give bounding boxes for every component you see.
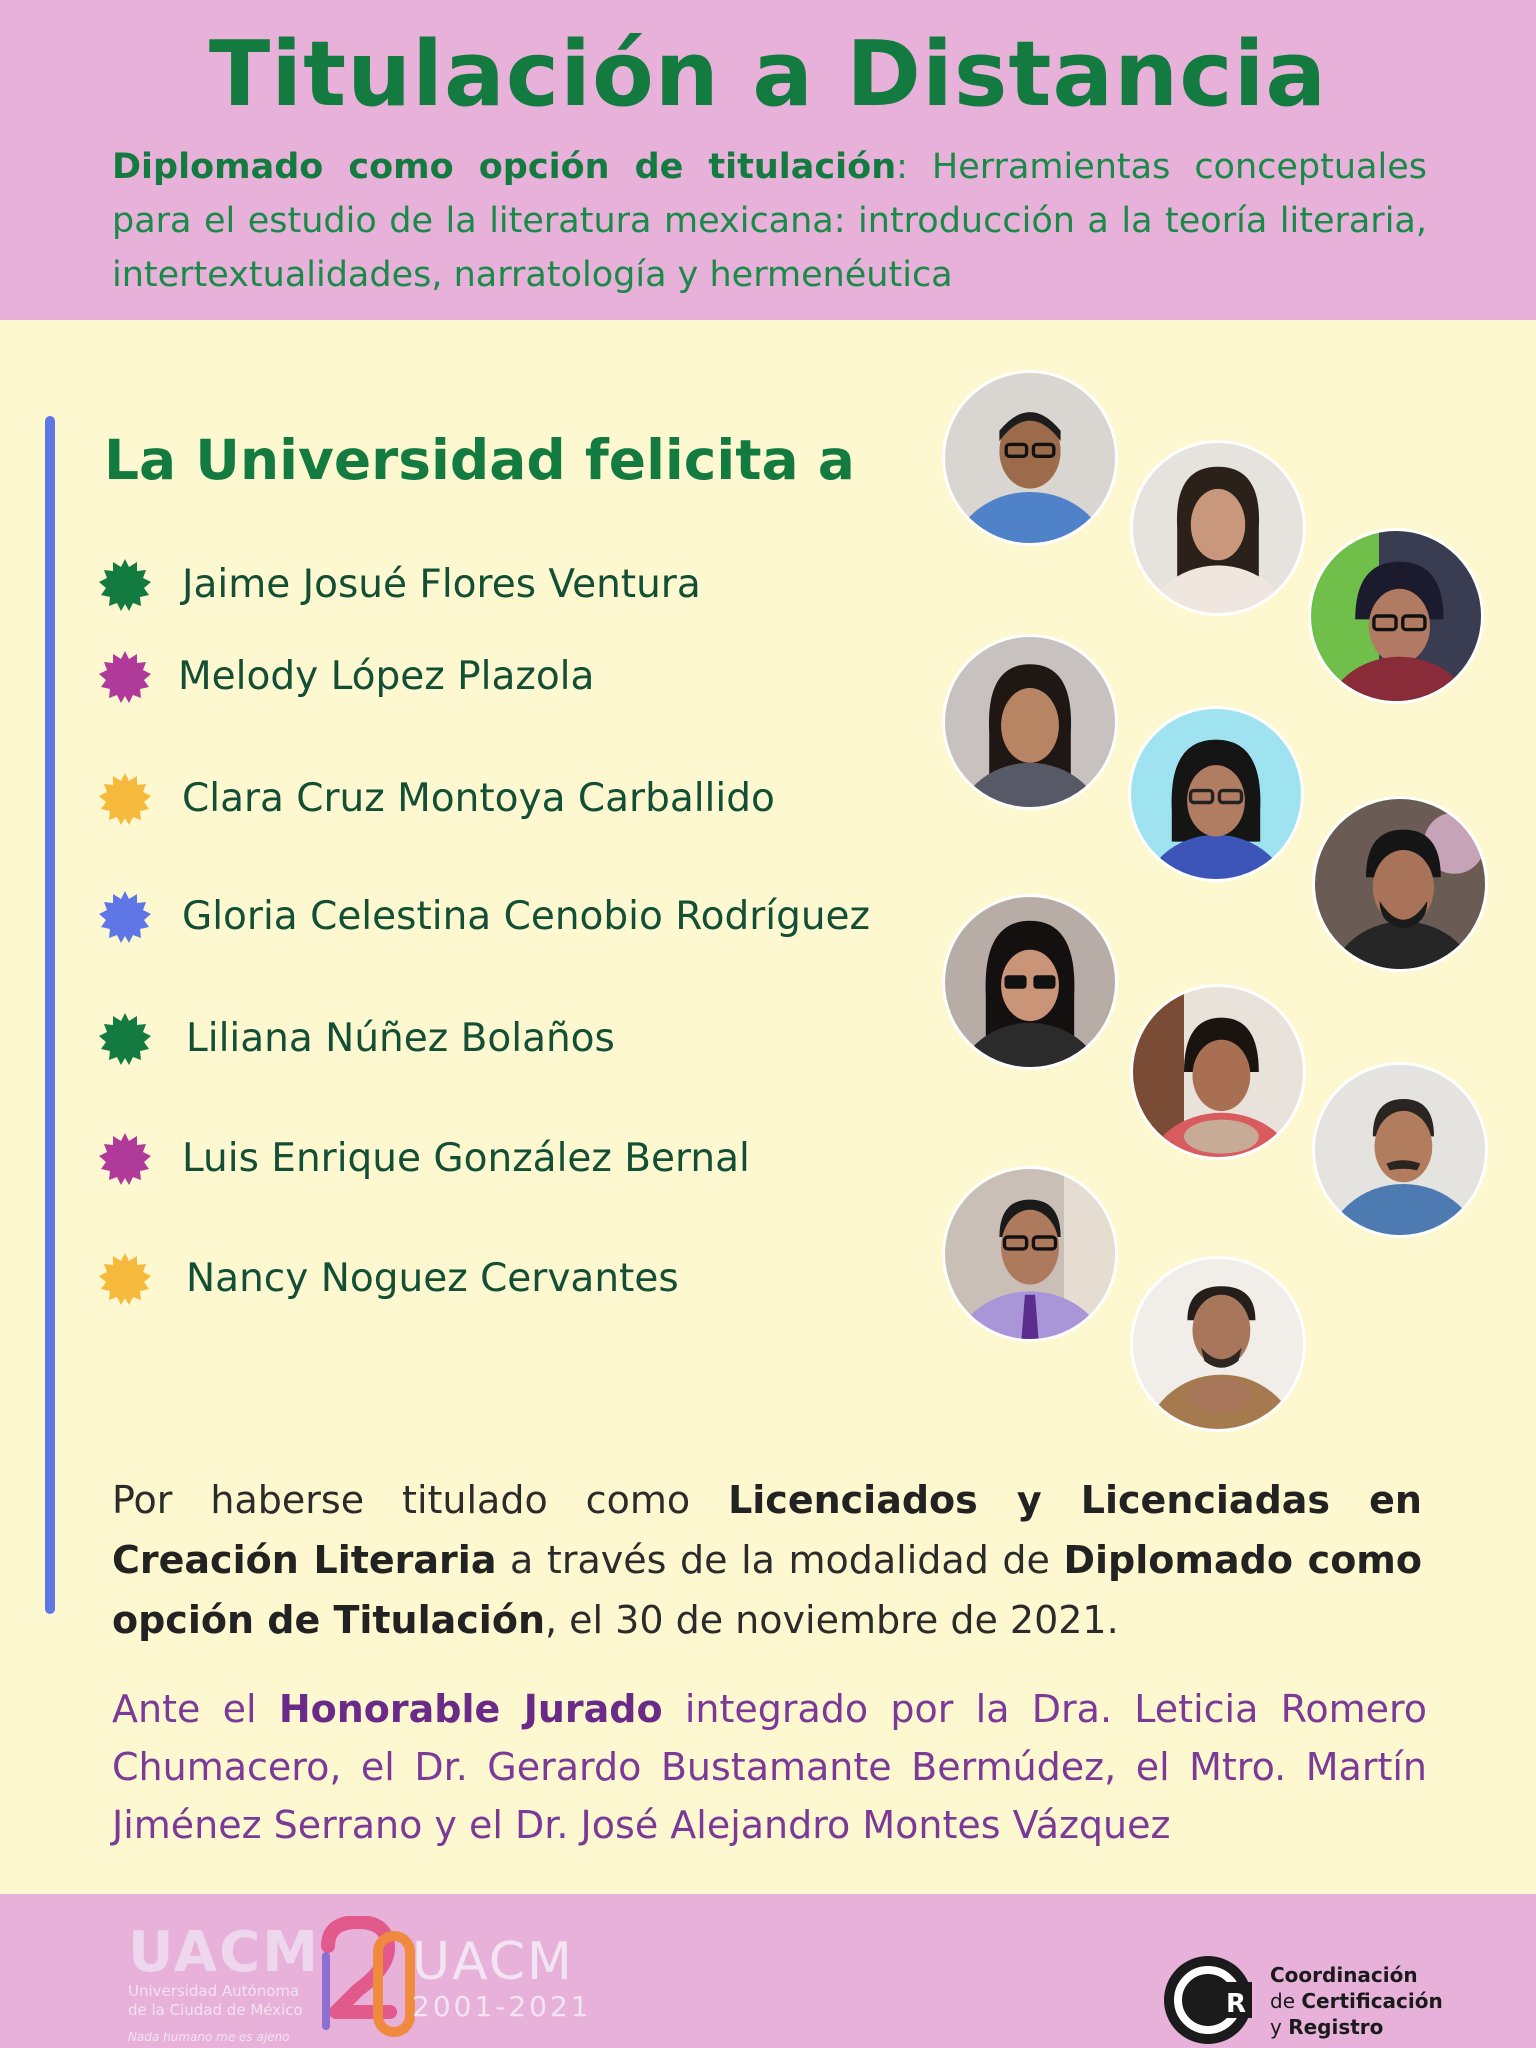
cr-line1: Coordinación: [1270, 1963, 1418, 1987]
list-item: [98, 1248, 958, 1308]
list-item: [98, 646, 958, 706]
jury-bold: Honorable Jurado: [278, 1687, 663, 1731]
graduate-name: Melody López Plazola: [178, 653, 595, 699]
cr-line3-pre: y: [1270, 2015, 1289, 2039]
list-item: [98, 1128, 958, 1188]
cr-line2-pre: de: [1270, 1989, 1302, 2013]
cr-line3: Registro: [1288, 2015, 1384, 2039]
header-banner: [0, 0, 1536, 320]
jury-members: integrado por la Dra. Leticia Romero Chumacero, el Dr. Gerardo Bustamante Bermúdez, el Mtro. Martín Jiménez Serrano y el Dr. José Alejandro Montes Vázquez: [112, 1687, 1428, 1847]
graduate-name: Luis Enrique González Bernal: [182, 1135, 750, 1181]
participant-photo: [1130, 1256, 1306, 1432]
coordination-label: [1270, 1962, 1443, 2040]
subtitle-bold: Diplomado como opción de titulación: [112, 147, 897, 187]
jury-statement: [112, 1680, 1427, 1854]
anniversary-20-icon: [318, 1916, 418, 2038]
anniversary-years: 2001-2021: [412, 1990, 592, 2023]
graduate-name: Gloria Celestina Cenobio Rodríguez: [182, 893, 871, 939]
statement-date: , el 30 de noviembre de 2021.: [545, 1598, 1119, 1642]
graduate-name: Nancy Noguez Cervantes: [186, 1255, 679, 1301]
congrats-bold: La Universidad: [104, 428, 566, 492]
star-bullet-icon: [98, 1251, 152, 1305]
star-bullet-icon: [98, 1131, 152, 1185]
participant-photo: [942, 1166, 1118, 1342]
star-bullet-icon: [98, 771, 152, 825]
participant-photo: [942, 370, 1118, 546]
star-bullet-icon: [98, 649, 152, 703]
participant-photo: [1130, 440, 1306, 616]
congrats-heading: [104, 428, 855, 492]
graduate-name: Clara Cruz Montoya Carballido: [182, 775, 775, 821]
statement-degree: Licenciados y Licenciadas en Creación Literaria: [112, 1478, 1422, 1582]
statement-text: a través de la modalidad de: [496, 1538, 1064, 1582]
participant-photo: [942, 634, 1118, 810]
participant-photo: [1308, 528, 1484, 704]
list-item: [98, 554, 958, 614]
graduation-statement: [112, 1470, 1422, 1650]
footer-banner: [0, 1894, 1536, 2048]
graduate-name: Jaime Josué Flores Ventura: [182, 561, 701, 607]
uacm-logo: [128, 1920, 328, 2044]
subtitle-text: : Herramientas conceptuales para el estudio de la literatura mexicana: introducción a la teoría literaria, intertextualidades, narratología y hermenéutica: [112, 147, 1427, 295]
graduate-name: Liliana Núñez Bolaños: [186, 1015, 615, 1061]
cr-logo-letter: R: [1226, 1989, 1247, 2019]
congrats-rest: felicita a: [565, 428, 855, 492]
statement-modality: Diplomado como opción de Titulación: [112, 1538, 1423, 1642]
participant-photo: [942, 894, 1118, 1070]
page-title: Titulación a Distancia: [208, 22, 1328, 127]
cr-logo-icon: [1160, 1952, 1256, 2048]
participant-photo: [1312, 1062, 1488, 1238]
jury-text: Ante el: [112, 1687, 279, 1731]
anniversary-name: UACM: [412, 1932, 574, 1992]
cr-line2: Certificación: [1301, 1989, 1443, 2013]
participant-photo: [1128, 706, 1304, 882]
star-bullet-icon: [98, 889, 152, 943]
list-item: [98, 886, 958, 946]
participant-photo: [1312, 796, 1488, 972]
accent-side-bar: [45, 416, 55, 1614]
anniversary-mark: [412, 1932, 592, 2023]
uacm-logo-text: UACM: [128, 1920, 320, 1985]
star-bullet-icon: [98, 1011, 152, 1065]
uacm-logo-line2: de la Ciudad de México: [128, 2001, 303, 2019]
uacm-motto: Nada humano me es ajeno: [128, 2030, 290, 2044]
uacm-logo-line1: Universidad Autónoma: [128, 1982, 300, 2000]
statement-text: Por haberse titulado como: [112, 1478, 729, 1522]
participant-photo: [1130, 984, 1306, 1160]
diploma-subtitle: [112, 140, 1427, 302]
list-item: [98, 768, 958, 828]
star-bullet-icon: [98, 557, 152, 611]
list-item: [98, 1008, 958, 1068]
